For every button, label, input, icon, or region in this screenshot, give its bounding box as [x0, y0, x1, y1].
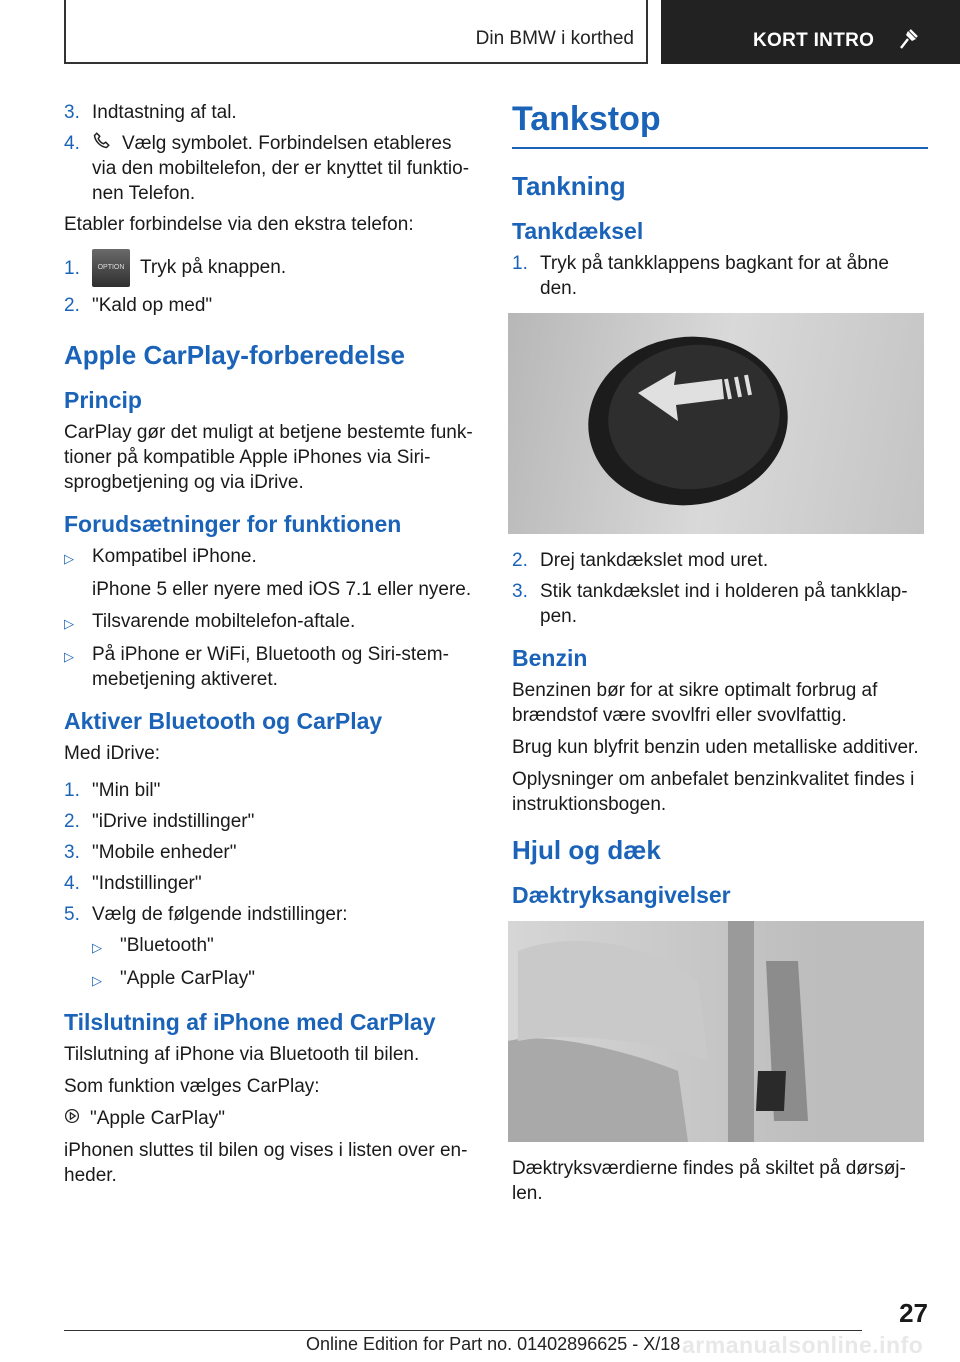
header-chapter-title: KORT INTRO	[753, 30, 875, 51]
header-section-title: Din BMW i korthed	[475, 28, 634, 49]
header-chapter-tab	[661, 0, 960, 64]
benzin-text-1: Benzinen bør for at sikre optimalt forbrug af brændstof være svovlfri eller svovlfattig.	[512, 680, 878, 726]
list-item: 4. "Indstillinger"	[64, 873, 202, 894]
page-number: 27	[899, 1298, 928, 1328]
heading-aktiver: Aktiver Bluetooth og CarPlay	[64, 708, 383, 734]
list-item: 3. Stik tankdækslet ind i holderen på tankklappen.	[512, 581, 908, 627]
footer-edition: Online Edition for Part no. 01402896625 - X/18	[306, 1334, 681, 1354]
door-pillar-image	[508, 921, 924, 1142]
benzin-text-2: Brug kun blyfrit benzin uden metalliske additiver.	[512, 737, 919, 758]
carplay-menu-item: "Apple CarPlay"	[64, 1106, 476, 1131]
sub-bullet-item: ▷ "Apple CarPlay"	[64, 966, 476, 993]
tilslutning-text-1: Tilslutning af iPhone via Bluetooth til bilen.	[64, 1044, 420, 1065]
left-column	[64, 100, 476, 1195]
heading-benzin: Benzin	[512, 645, 588, 671]
list-item: 4. Vælg symbolet. Forbindelsen etableres via den mobiltelefon, der er knyttet til funktionen Telefon.	[64, 133, 470, 204]
play-circle-icon	[64, 1106, 80, 1131]
watermark: armanualsonline.info	[682, 1332, 924, 1358]
list-item: 2. Drej tankdækslet mod uret.	[512, 550, 769, 571]
tilslutning-text-2: Som funktion vælges CarPlay:	[64, 1076, 320, 1097]
phone-handset-icon	[92, 131, 112, 156]
bullet-subtext: iPhone 5 eller nyere med iOS 7.1 eller nyere.	[92, 579, 472, 600]
daektryk-text: Dæktryksværdierne findes på skiltet på dørsøjlen.	[512, 1158, 906, 1204]
tilslutning-text-3: iPhonen sluttes til bilen og vises i listen over enheder.	[64, 1140, 468, 1186]
heading-carplay: Apple CarPlay-forberedelse	[64, 340, 406, 370]
triangle-bullet-icon: ▷	[64, 649, 74, 664]
door-pillar-illustration	[508, 921, 924, 1142]
list-item: 3. Indtastning af tal.	[64, 102, 237, 123]
heading-forudsaetninger: Forudsætninger for funktionen	[64, 511, 402, 537]
fuel-flap-image	[508, 313, 924, 534]
list-item: 2. "Kald op med"	[64, 295, 213, 316]
triangle-bullet-icon: ▷	[92, 940, 102, 955]
list-item: 3. "Mobile enheder"	[64, 842, 237, 863]
footer-divider	[64, 1330, 862, 1331]
extra-phone-intro: Etabler forbindelse via den ekstra telefon:	[64, 214, 414, 235]
triangle-bullet-icon: ▷	[64, 551, 74, 566]
header-section-tab	[64, 0, 648, 64]
heading-hjul: Hjul og dæk	[512, 835, 661, 865]
princip-text: CarPlay gør det muligt at betjene bestemte funktioner på kompatible Apple iPhones via Siri-sprogbetjening og via iDrive.	[64, 422, 473, 493]
list-item: 1. OPTION Tryk på knappen.	[64, 249, 476, 287]
list-item: 5. Vælg de følgende indstillinger:	[64, 904, 348, 925]
right-column	[512, 100, 928, 1213]
benzin-text-3: Oplysninger om anbefalet benzinkvalitet findes i instruktionsbogen.	[512, 769, 915, 815]
med-idrive: Med iDrive:	[64, 743, 161, 764]
sub-bullet-item: ▷ "Bluetooth"	[64, 933, 476, 960]
heading-tankstop: Tankstop	[512, 100, 928, 149]
list-item: 2. "iDrive indstillinger"	[64, 811, 255, 832]
triangle-bullet-icon: ▷	[64, 616, 74, 631]
triangle-bullet-icon: ▷	[92, 973, 102, 988]
heading-tilslutning: Tilslutning af iPhone med CarPlay	[64, 1009, 436, 1035]
bullet-item: ▷ Tilsvarende mobiltelefon-aftale.	[64, 609, 476, 636]
heading-tankdaeksel: Tankdæksel	[512, 218, 644, 244]
fuel-flap-illustration	[508, 313, 924, 534]
list-item: 1. Tryk på tankklappens bagkant for at åbne den.	[512, 253, 889, 299]
heading-tankning: Tankning	[512, 171, 626, 201]
heading-princip: Princip	[64, 387, 142, 413]
pushpin-icon	[897, 26, 921, 50]
bullet-item: ▷ På iPhone er WiFi, Bluetooth og Siri-stemmebetjening aktiveret.	[64, 644, 449, 690]
option-button: OPTION	[92, 249, 130, 287]
list-item: 1. "Min bil"	[64, 780, 161, 801]
bullet-item: ▷ Kompatibel iPhone.	[64, 544, 476, 571]
heading-daektryk: Dæktryksangivelser	[512, 882, 731, 908]
